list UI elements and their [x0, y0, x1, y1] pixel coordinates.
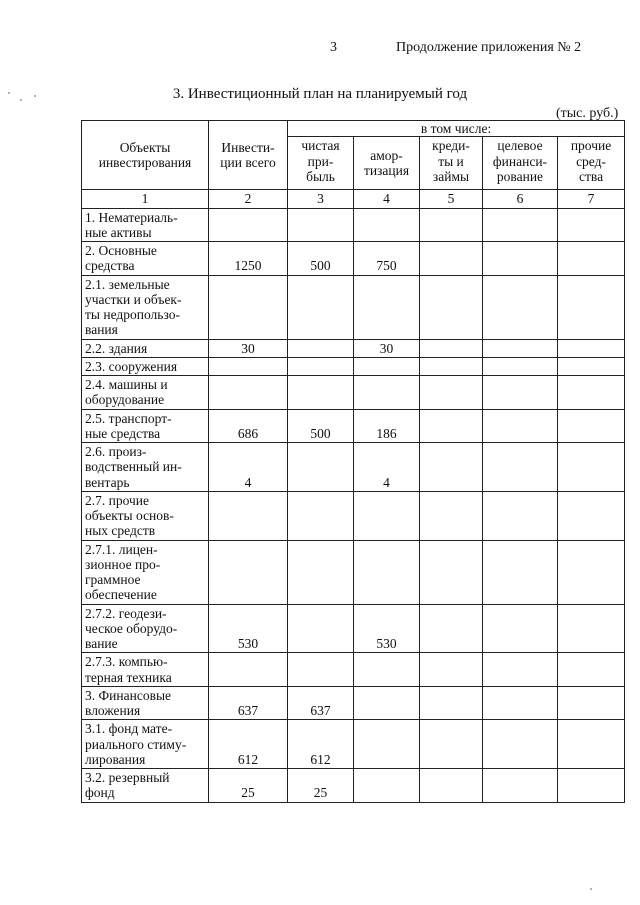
header-total-line: Инвести-	[221, 139, 275, 155]
cell-amort	[354, 208, 420, 242]
continuation-label: Продолжение приложения № 2	[396, 40, 582, 55]
cell-other	[558, 604, 625, 653]
row-label-line: ные активы	[85, 224, 152, 240]
header-line: финанси-	[492, 153, 548, 169]
row-label-line: 1. Нематериаль-	[85, 209, 178, 225]
row-label-line: зионное про-	[85, 556, 161, 572]
cell-profit	[288, 540, 354, 604]
table-row	[82, 208, 625, 242]
cell-amort	[354, 376, 420, 410]
row-label-line: вание	[85, 636, 118, 651]
cell-credit	[420, 339, 483, 357]
cell-profit	[288, 275, 354, 339]
cell-other	[558, 339, 625, 357]
cell-profit	[288, 357, 354, 375]
cell-other	[558, 208, 625, 242]
cell-other	[558, 357, 625, 375]
table-row	[82, 491, 625, 540]
page-number: 3	[330, 40, 337, 55]
row-label	[82, 491, 209, 540]
row-label-line: 2.7. прочие	[85, 492, 150, 508]
cell-other	[558, 242, 625, 276]
cell-credit	[420, 720, 483, 769]
cell-amort	[354, 491, 420, 540]
row-label	[82, 409, 209, 443]
cell-other	[558, 275, 625, 339]
table-row	[82, 357, 625, 375]
row-label	[82, 376, 209, 410]
cell-credit	[420, 604, 483, 653]
cell-target	[483, 339, 558, 357]
row-label-line: 2.3. сооружения	[85, 358, 178, 374]
row-label-line: ты недропользо-	[85, 307, 180, 322]
header-amortization	[354, 137, 420, 190]
row-label-line: вложения	[85, 703, 141, 718]
cell-credit	[420, 769, 483, 803]
row-label	[82, 275, 209, 339]
header-line: целевое	[497, 138, 543, 154]
cell-amort: 30	[354, 339, 420, 357]
header-row-group	[82, 121, 625, 137]
column-number: 3	[288, 190, 354, 208]
table-row	[82, 720, 625, 769]
header-line: рование	[496, 168, 544, 184]
cell-credit	[420, 491, 483, 540]
cell-other	[558, 443, 625, 492]
header-line: займы	[432, 168, 470, 184]
row-label	[82, 357, 209, 375]
table-row	[82, 242, 625, 276]
row-label-line: 2.7.2. геодези-	[85, 605, 167, 621]
row-label-line: средства	[85, 258, 135, 274]
header-line: сред-	[576, 153, 606, 169]
cell-profit	[288, 208, 354, 242]
row-label-line: лирования	[85, 751, 146, 767]
document-title: 3. Инвестиционный план на планируемый год	[172, 86, 468, 102]
cell-credit	[420, 686, 483, 720]
row-label-line: граммное	[85, 572, 141, 587]
row-label-line: вания	[85, 322, 118, 338]
cell-total: 25	[209, 769, 288, 803]
row-label-line: риального стиму-	[85, 736, 187, 752]
cell-profit: 612	[288, 720, 354, 769]
table-row	[82, 604, 625, 653]
cell-target	[483, 491, 558, 540]
row-label-line: 2.2. здания	[85, 340, 148, 356]
row-label-line: 2.6. произ-	[85, 444, 147, 459]
cell-total: 4	[209, 443, 288, 492]
cell-credit	[420, 242, 483, 276]
table-row	[82, 275, 625, 339]
cell-amort	[354, 653, 420, 687]
cell-total	[209, 275, 288, 339]
row-label-line: 3.1. фонд мате-	[85, 721, 173, 737]
scan-speck	[590, 888, 592, 890]
cell-total: 1250	[209, 242, 288, 276]
table-row	[82, 339, 625, 357]
row-label	[82, 242, 209, 276]
cell-profit	[288, 443, 354, 492]
cell-other	[558, 409, 625, 443]
header-line: ства	[578, 168, 604, 184]
cell-profit: 25	[288, 769, 354, 803]
cell-target	[483, 653, 558, 687]
cell-amort: 4	[354, 443, 420, 492]
cell-credit	[420, 376, 483, 410]
cell-other	[558, 653, 625, 687]
cell-total	[209, 376, 288, 410]
header-line: быль	[306, 168, 335, 184]
header-line: при-	[307, 153, 334, 169]
cell-amort: 186	[354, 409, 420, 443]
table-row	[82, 686, 625, 720]
row-label-line: ных средств	[85, 523, 156, 539]
cell-profit	[288, 653, 354, 687]
cell-other	[558, 720, 625, 769]
cell-target	[483, 540, 558, 604]
header-total	[209, 121, 288, 190]
cell-total: 612	[209, 720, 288, 769]
cell-amort	[354, 769, 420, 803]
cell-target	[483, 275, 558, 339]
scan-speck	[20, 99, 22, 101]
cell-target	[483, 604, 558, 653]
header-group-including: в том числе:	[288, 121, 625, 137]
row-label	[82, 540, 209, 604]
cell-amort	[354, 357, 420, 375]
header-line: прочие	[570, 138, 612, 154]
row-label	[82, 653, 209, 687]
row-label	[82, 769, 209, 803]
cell-amort: 530	[354, 604, 420, 653]
cell-credit	[420, 357, 483, 375]
header-net-profit	[288, 137, 354, 190]
column-number: 1	[82, 190, 209, 208]
cell-credit	[420, 275, 483, 339]
scan-speck	[8, 92, 10, 94]
row-label-line: 2.7.1. лицен-	[85, 541, 158, 557]
cell-profit	[288, 339, 354, 357]
header-line: чистая	[301, 138, 340, 154]
cell-target	[483, 376, 558, 410]
header-target-financing	[483, 137, 558, 190]
row-label	[82, 604, 209, 653]
cell-profit	[288, 491, 354, 540]
row-label-line: обеспечение	[85, 587, 157, 603]
unit-label: (тыс. руб.)	[556, 106, 619, 121]
column-number: 6	[483, 190, 558, 208]
cell-credit	[420, 653, 483, 687]
cell-profit	[288, 604, 354, 653]
column-number: 7	[558, 190, 625, 208]
cell-target	[483, 409, 558, 443]
cell-target	[483, 443, 558, 492]
cell-credit	[420, 208, 483, 242]
header-line: тизация	[363, 163, 410, 179]
table-row	[82, 443, 625, 492]
column-number: 5	[420, 190, 483, 208]
cell-other	[558, 491, 625, 540]
row-label	[82, 339, 209, 357]
table-row	[82, 540, 625, 604]
cell-total: 637	[209, 686, 288, 720]
row-label-line: 3. Финансовые	[85, 687, 172, 703]
header-other-funds	[558, 137, 625, 190]
cell-other	[558, 540, 625, 604]
table-row	[82, 376, 625, 410]
cell-target	[483, 357, 558, 375]
header-line: амор-	[370, 148, 403, 163]
cell-total	[209, 653, 288, 687]
cell-profit: 500	[288, 242, 354, 276]
column-number: 4	[354, 190, 420, 208]
row-label-line: водственный ин-	[85, 459, 182, 475]
cell-amort	[354, 540, 420, 604]
row-label-line: вентарь	[85, 474, 130, 490]
cell-total: 530	[209, 604, 288, 653]
header-total-line: ции всего	[220, 155, 276, 171]
row-label-line: 2.1. земельные	[85, 276, 170, 292]
cell-profit: 637	[288, 686, 354, 720]
cell-credit	[420, 540, 483, 604]
row-label-line: 3.2. резервный	[85, 770, 170, 785]
row-label-line: терная техника	[85, 669, 172, 685]
header-objects	[82, 121, 209, 190]
cell-target	[483, 242, 558, 276]
row-label	[82, 720, 209, 769]
row-label-line: 2.4. машины и	[85, 377, 168, 392]
cell-total: 686	[209, 409, 288, 443]
cell-amort	[354, 720, 420, 769]
table-row	[82, 769, 625, 803]
table-body	[82, 208, 625, 802]
cell-credit	[420, 409, 483, 443]
cell-total	[209, 540, 288, 604]
cell-target	[483, 720, 558, 769]
row-label-line: оборудование	[85, 392, 165, 408]
cell-other	[558, 686, 625, 720]
cell-other	[558, 769, 625, 803]
row-label-line: объекты основ-	[85, 508, 174, 523]
scan-speck	[34, 95, 36, 97]
investment-plan-table	[81, 120, 625, 803]
cell-target	[483, 769, 558, 803]
header-credits	[420, 137, 483, 190]
cell-target	[483, 686, 558, 720]
column-number: 2	[209, 190, 288, 208]
cell-total	[209, 357, 288, 375]
cell-total	[209, 208, 288, 242]
cell-amort: 750	[354, 242, 420, 276]
cell-credit	[420, 443, 483, 492]
cell-amort	[354, 686, 420, 720]
cell-amort	[354, 275, 420, 339]
row-label-line: фонд	[85, 785, 115, 801]
row-label-line: ные средства	[85, 425, 161, 441]
header-objects-line: инвестирования	[98, 155, 192, 171]
column-number-row	[82, 190, 625, 208]
header-objects-line: Объекты	[119, 139, 171, 155]
row-label	[82, 686, 209, 720]
header-line: ты и	[438, 153, 464, 169]
row-label-line: участки и объек-	[85, 291, 182, 307]
row-label-line: 2.7.3. компью-	[85, 654, 168, 670]
header-line: креди-	[432, 138, 470, 154]
row-label	[82, 443, 209, 492]
cell-other	[558, 376, 625, 410]
cell-target	[483, 208, 558, 242]
row-label-line: 2. Основные	[85, 243, 157, 258]
cell-total	[209, 491, 288, 540]
cell-profit	[288, 376, 354, 410]
row-label	[82, 208, 209, 242]
table-row	[82, 653, 625, 687]
row-label-line: 2.5. транспорт-	[85, 410, 172, 426]
cell-total: 30	[209, 339, 288, 357]
row-label-line: ческое оборудо-	[85, 620, 178, 636]
cell-profit: 500	[288, 409, 354, 443]
table-row	[82, 409, 625, 443]
